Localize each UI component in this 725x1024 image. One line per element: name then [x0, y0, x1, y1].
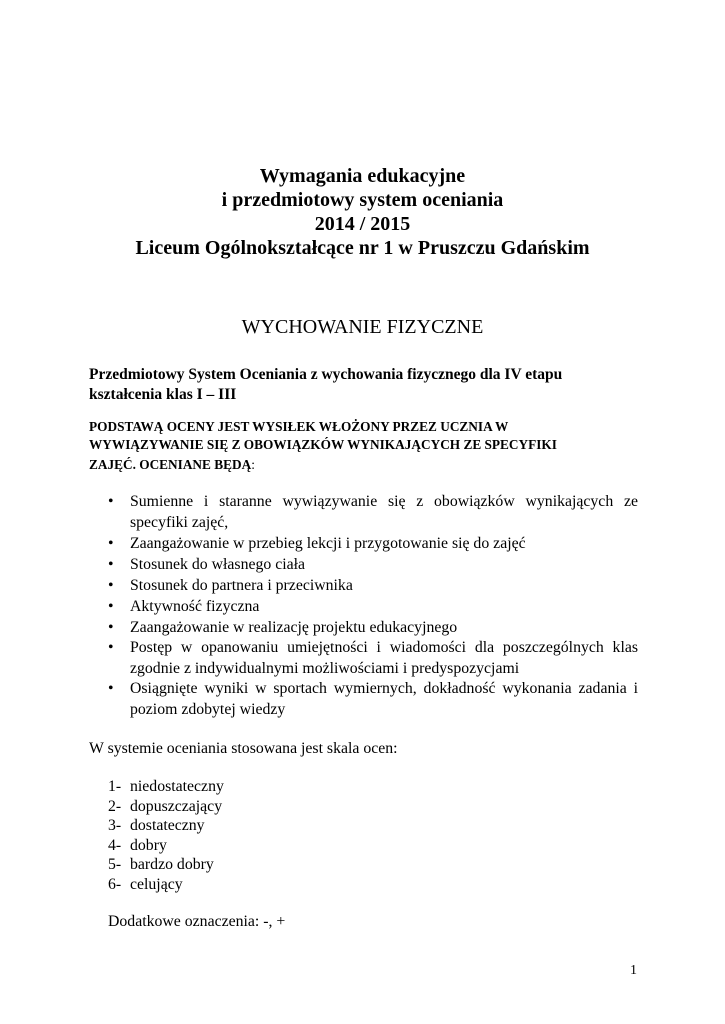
extra-marks: Dodatkowe oznaczenia: -, + — [108, 913, 286, 930]
list-item — [108, 597, 638, 618]
bullet-icon: • — [108, 577, 114, 594]
scale-intro: W systemie oceniania stosowana jest skala ocen: — [89, 740, 398, 757]
list-item — [108, 555, 638, 576]
doc-title-line-1: Wymagania edukacyjne — [259, 165, 466, 187]
grade-number: 3- — [108, 817, 122, 835]
criteria-text: Osiągnięte wyniki w sportach wymiernych, dokładność wykonania zadania i poziom zdobytej wiedzy — [130, 680, 638, 718]
bullet-icon: • — [108, 493, 114, 510]
basis-line-1: PODSTAWĄ OCENY JEST WYSIŁEK WŁOŻONY PRZEZ UCZNIA W — [89, 419, 509, 434]
list-item — [108, 836, 224, 856]
list-item — [108, 777, 224, 797]
grade-number: 4- — [108, 836, 122, 854]
bullet-icon: • — [108, 598, 114, 615]
list-item — [108, 816, 224, 836]
bullet-icon: • — [108, 535, 114, 552]
criteria-text: Postęp w opanowaniu umiejętności i wiadomości dla poszczególnych klas zgodnie z indywidualnymi możliwościami i predyspozycjami — [130, 639, 638, 677]
basis-line-3-bold: ZAJĘĆ. OCENIANE BĘDĄ — [89, 457, 252, 472]
grade-label: celujący — [130, 875, 183, 893]
grade-label: niedostateczny — [130, 778, 224, 795]
grade-scale-list — [108, 777, 224, 895]
bullet-icon: • — [108, 556, 114, 573]
list-item — [108, 618, 638, 639]
grade-number: 6- — [108, 875, 122, 893]
list-item — [108, 875, 224, 895]
criteria-text: Zaangażowanie w przebieg lekcji i przygotowanie się do zajęć — [130, 535, 526, 552]
basis-line-3-colon: : — [251, 457, 255, 472]
criteria-text: Stosunek do własnego ciała — [130, 556, 306, 573]
grade-number: 1- — [108, 778, 122, 795]
doc-title-line-2: i przedmiotowy system oceniania — [221, 189, 504, 211]
criteria-text: Stosunek do partnera i przeciwnika — [130, 577, 353, 594]
criteria-text: Zaangażowanie w realizację projektu edukacyjnego — [130, 619, 458, 636]
list-item — [108, 492, 638, 533]
criteria-text: Sumienne i staranne wywiązywanie się z obowiązków wynikających ze specyfiki zajęć, — [130, 493, 638, 531]
list-item — [108, 855, 224, 875]
grade-label: dostateczny — [130, 817, 205, 835]
subject-heading: WYCHOWANIE FIZYCZNE — [241, 316, 484, 338]
intro-line-2: kształcenia klas I – III — [89, 386, 237, 403]
grade-label: dopuszczający — [130, 797, 223, 815]
bullet-icon: • — [108, 619, 114, 636]
list-item — [108, 576, 638, 597]
bullet-icon: • — [108, 680, 114, 697]
grade-label: dobry — [130, 836, 167, 854]
bullet-icon: • — [108, 639, 114, 656]
list-item — [108, 534, 638, 555]
doc-title-line-4: Liceum Ogólnokształcące nr 1 w Pruszczu Gdańskim — [135, 237, 590, 259]
list-item — [108, 679, 638, 720]
intro-line-1: Przedmiotowy System Oceniania z wychowania fizycznego dla IV etapu — [89, 366, 563, 383]
grade-label: bardzo dobry — [130, 856, 214, 874]
grade-number: 2- — [108, 797, 122, 815]
doc-title-line-3: 2014 / 2015 — [314, 213, 411, 235]
criteria-text: Aktywność fizyczna — [130, 598, 260, 615]
list-item — [108, 638, 638, 679]
basis-line-3 — [89, 457, 255, 473]
basis-line-2: WYWIĄZYWANIE SIĘ Z OBOWIĄZKÓW WYNIKAJĄCYCH ZE SPECYFIKI — [89, 437, 557, 452]
list-item — [108, 797, 224, 817]
page-number: 1 — [630, 963, 637, 978]
grade-number: 5- — [108, 856, 122, 874]
